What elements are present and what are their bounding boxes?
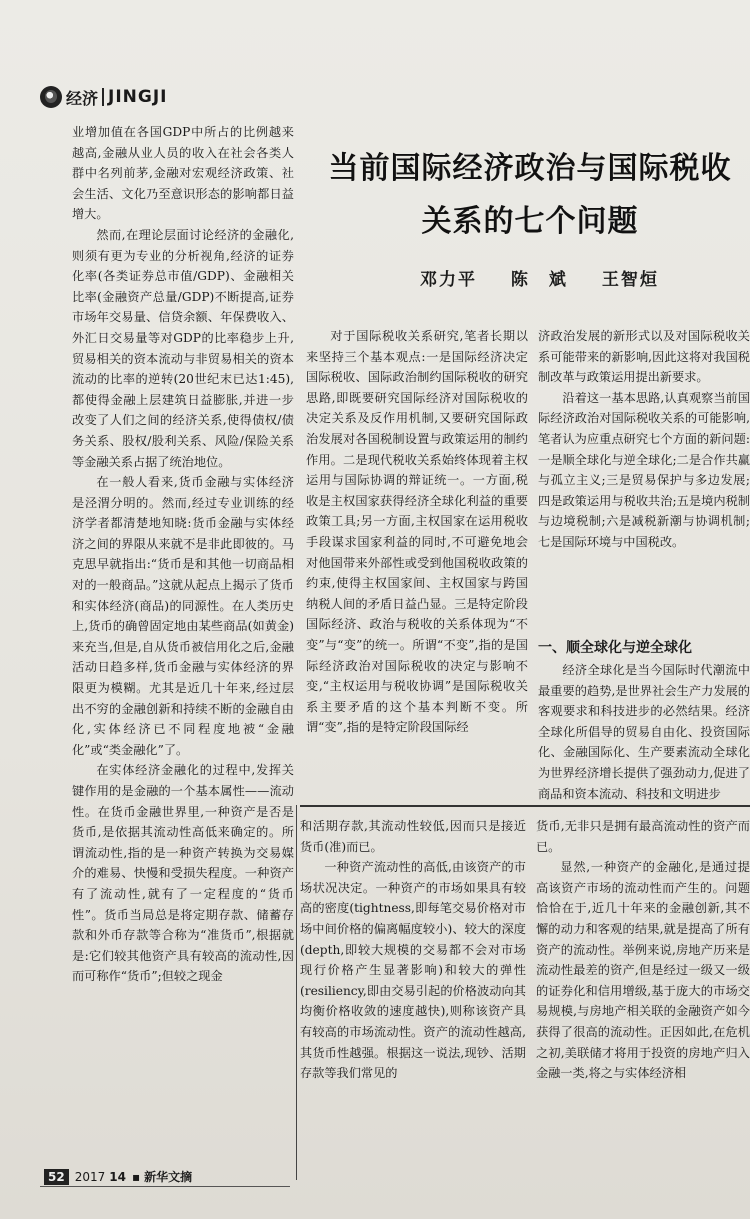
paragraph: 对于国际税收关系研究,笔者长期以来坚持三个基本观点:一是国际经济决定国际税收、国际政治制约国际税收的研究思路,即既要研究国际经济对国际税收的决定关系及反作用机制,又要研究国际政治发展对各国税制设置与政策运用的制约作用。二是现代税收关系始终体现着主权运用与国际协调的辩证统一。一方面,税收是主权国家获得经济全球化利益的重要政策工具;另一方面,主权国家在运用税收手段谋求国家利益的同时,不可避免地会对他国带来外部性或受到他国税收政策的约束,使得主权国家间、主权国家与跨国纳税人间的矛盾日益凸显。三是特定阶段国际经济、政治与税收的关系体现为“不变”与“变”的统一。所谓“不变”,指的是国际经济政治对国际税收的决定与影响不变,“主权运用与税收协调”是国际税收关系主要矛盾的这个基本判断不变。所谓“变”,指的是特定阶段国际经 — [306, 329, 528, 735]
author-name: 邓力平 — [420, 270, 477, 290]
paragraph: 显然,一种资产的金融化,是通过提高该资产市场的流动性而产生的。问题恰恰在于,近几十年来的金融创新,其不懈的动力和客观的结果,就是提高了所有资产的流动性。举例来说,房地产历来是流动性最差的资产,但是经过一级又一级的证券化和信用增级,基于庞大的市场交易规模,与房地产相关联的金融资产如今获得了很高的流动性。正因如此,在危机之初,美联储才将用于投资的房地产归入金融一类,将之与实体经济相 — [536, 860, 750, 1081]
middle-column-text — [306, 326, 528, 738]
bottom-middle-text — [300, 816, 526, 1084]
right-column-text-2 — [538, 660, 750, 800]
paragraph: 沿着这一基本思路,认真观察当前国际经济政治对国际税收关系的可能影响,笔者认为应重点研究七个方面的新问题:一是顺全球化与逆全球化;二是合作共赢与孤立主义;三是贸易保护与多边发展;四是政策运用与税收共治;五是境内税制与边境税制;六是减税新潮与协调机制;七是国际环境与中国税改。 — [538, 390, 750, 549]
horizontal-divider — [300, 805, 750, 807]
vertical-divider — [296, 805, 297, 1180]
article-title-line1: 当前国际经济政治与国际税收 — [328, 151, 732, 186]
paragraph: 然而,在理论层面讨论经济的金融化,则须有更为专业的分析视角,经济的证券化率(各类证券总市值/GDP)、金融相关比率(金融资产总量/GDP)不断提高,证券市场年交易量、信贷余额、年保费收入、外汇日交易量等对GDP的比率稳步上升,贸易相关的资本流动与非贸易相关的资本流动的比率的逆转(20世纪末已达1:45),都使得金融上层建筑日益膨胀,并进一步改变了人们之间的经济关系,使得债权/债务关系、股权/股利关系、风险/保险关系等金融关系占据了统治地位。 — [72, 227, 294, 469]
section-name-cn: 经济 — [66, 88, 99, 108]
bottom-right-text — [536, 816, 750, 1084]
globe-icon — [40, 86, 62, 108]
author-name: 陈 斌 — [510, 270, 568, 290]
footer-year: 2017 — [74, 1169, 106, 1184]
footer-rule — [40, 1186, 290, 1187]
paragraph: 经济全球化是当今国际时代潮流中最重要的趋势,是世界社会生产力发展的客观要求和科技进步的必然结果。经济全球化所倡导的贸易自由化、投资国际化、金融国际化、生产要素流动全球化为世界经济增长提供了强劲动力,促进了商品和资本流动、科技和文明进步 — [538, 663, 750, 800]
paragraph: 一种资产流动性的高低,由该资产的市场状况决定。一种资产的市场如果具有较高的密度(tightness,即每笔交易价格对市场中间价格的偏离幅度较小)、较大的深度(depth,即较大规模的交易都不会对市场现行价格产生显著影响)和较大的弹性(resiliency,即由交易引起的价格波动向其均衡价格收敛的速度越快),则称该资产具有较高的市场流动性。资产的流动性越高,其货币性越强。根据这一说法,现钞、活期存款等我们常见的 — [300, 860, 526, 1081]
left-column-text — [72, 122, 294, 987]
section-header — [40, 84, 168, 110]
article-authors — [420, 265, 685, 290]
section-subheading: 一、顺全球化与逆全球化 — [538, 640, 692, 656]
paragraph: 在实体经济金融化的过程中,发挥关键作用的是金融的一个基本属性——流动性。在货币金融世界里,一种资产是否是货币,是依据其流动性高低来确定的。所谓流动性,指的是一种资产转换为交易媒介的难易、快慢和受损失程度。一种资产有了流动性,就有了一定程度的“货币性”。货币当局总是将定期存款、储蓄存款和外币存款等合称为“准货币”,根据就是:它们较其他资产具有较高的流动性,因而可称作“货币”;但较之现金 — [72, 763, 294, 984]
paragraph: 货币,无非只是拥有最高流动性的资产而已。 — [536, 819, 750, 854]
paragraph: 业增加值在各国GDP中所占的比例越来越高,金融从业人员的收入在社会各类人群中名列前茅,金融对宏观经济政策、社会生活、文化乃至意识形态的影响都日益增大。 — [72, 125, 294, 222]
section-name-en: JINGJI — [108, 87, 168, 107]
paragraph: 济政治发展的新形式以及对国际税收关系可能带来的新影响,因此这将对我国税制改革与政策运用提出新要求。 — [538, 329, 750, 385]
article-title-line2: 关系的七个问题 — [421, 204, 639, 239]
section-divider — [102, 88, 104, 106]
page-footer: 52 2017 14 ▪ 新华文摘 — [44, 1168, 192, 1185]
paragraph: 和活期存款,其流动性较低,因而只是接近货币(准)而已。 — [300, 819, 526, 854]
page-number: 52 — [44, 1169, 69, 1185]
paragraph: 在一般人看来,货币金融与实体经济是泾渭分明的。然而,经过专业训练的经济学者都清楚地知晓:货币金融与实体经济之间的界限从来就不是非此即彼的。马克思早就指出:“货币是和其他一切商品相对的一般商品。”这就从起点上揭示了货币和实体经济(商品)的同源性。在人类历史上,货币的确曾固定地由某些商品(如黄金)来充当,但是,自从货币被信用化之后,金融活动日趋多样,货币金融与实体经济的界限更为模糊。尤其是近几十年来,经过层出不穷的金融创新和持续不断的金融自由化,实体经济已不同程度地被“金融化”或“类金融化”了。 — [72, 475, 294, 757]
footer-issue: 14 — [109, 1169, 126, 1184]
author-name: 王智烜 — [601, 270, 659, 290]
right-column-text — [538, 326, 750, 553]
magazine-name: 新华文摘 — [144, 1170, 193, 1184]
